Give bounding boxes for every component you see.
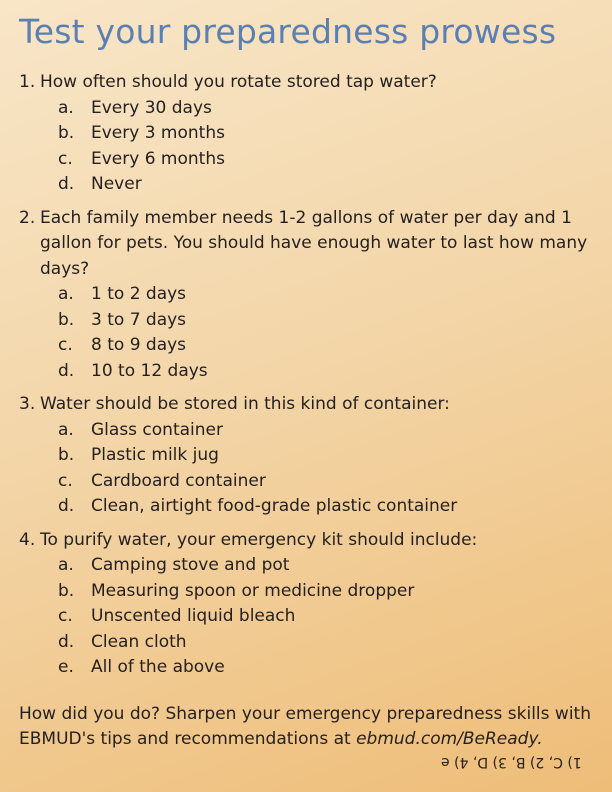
option-text: Camping stove and pot xyxy=(91,555,290,575)
option-text: Glass container xyxy=(91,419,223,440)
question-number: 1. xyxy=(19,72,36,92)
option-text: 1 to 2 days xyxy=(91,284,187,304)
answer-option xyxy=(19,579,599,605)
question-text-row xyxy=(19,206,599,283)
question-text: How often should you rotate stored tap water? xyxy=(40,72,437,92)
answer-options xyxy=(19,553,599,681)
option-letter: d. xyxy=(58,360,75,381)
answer-option xyxy=(19,96,599,122)
option-text: Measuring spoon or medicine dropper xyxy=(91,580,415,601)
option-text: Every 30 days xyxy=(91,97,212,118)
answer-option xyxy=(19,469,599,495)
option-letter: b. xyxy=(58,309,75,330)
option-letter: b. xyxy=(58,123,75,143)
answer-key: 1) C, 2) B, 3) D, 4) e xyxy=(441,754,582,770)
answer-option xyxy=(19,333,599,359)
option-letter: c. xyxy=(58,470,73,491)
answer-options xyxy=(19,282,599,384)
answer-option xyxy=(19,121,599,147)
page-title: Test your preparedness prowess xyxy=(19,12,557,51)
option-text: Cardboard container xyxy=(91,470,266,491)
option-letter: b. xyxy=(58,580,75,601)
option-letter: d. xyxy=(58,631,75,652)
option-text: 10 to 12 days xyxy=(91,360,208,381)
option-text: Unscented liquid bleach xyxy=(91,606,296,626)
answer-options xyxy=(19,418,599,520)
option-text: Every 6 months xyxy=(91,148,225,169)
option-letter: b. xyxy=(58,445,75,465)
question-text: Water should be stored in this kind of container: xyxy=(40,394,450,414)
option-letter: c. xyxy=(58,335,73,355)
answer-option xyxy=(19,443,599,469)
option-letter: e. xyxy=(58,657,74,677)
answer-option xyxy=(19,630,599,656)
answer-option xyxy=(19,604,599,630)
question-text-row xyxy=(19,392,599,418)
option-letter: a. xyxy=(58,97,74,118)
question-text-row xyxy=(19,528,599,554)
question-number: 2. xyxy=(19,207,36,228)
answer-option xyxy=(19,418,599,444)
answer-option xyxy=(19,282,599,308)
question-1 xyxy=(19,70,599,198)
option-letter: a. xyxy=(58,419,74,440)
question-number: 3. xyxy=(19,394,36,414)
option-letter: c. xyxy=(58,606,73,626)
question-text: Each family member needs 1-2 gallons of water per day and 1 gallon for pets. You should have enough water to last how many days? xyxy=(40,207,588,279)
answer-option xyxy=(19,553,599,579)
footer-link[interactable]: ebmud.com/BeReady. xyxy=(356,729,543,749)
answer-option xyxy=(19,494,599,520)
question-2 xyxy=(19,206,599,385)
option-letter: d. xyxy=(58,496,75,516)
question-text-row xyxy=(19,70,599,96)
answer-option xyxy=(19,359,599,385)
option-text: 8 to 9 days xyxy=(91,335,187,355)
footer-text xyxy=(19,702,604,752)
question-3 xyxy=(19,392,599,520)
option-letter: a. xyxy=(58,555,74,575)
option-text: All of the above xyxy=(91,657,225,677)
option-text: Clean, airtight food-grade plastic container xyxy=(91,496,458,516)
answer-option xyxy=(19,147,599,173)
question-4 xyxy=(19,528,599,681)
option-letter: a. xyxy=(58,284,74,304)
option-letter: d. xyxy=(58,174,75,194)
answer-option xyxy=(19,308,599,334)
footer-message: How did you do? Sharpen your emergency preparedness skills with EBMUD's tips and recommendations at xyxy=(19,704,591,749)
quiz-list xyxy=(19,70,599,689)
answer-option xyxy=(19,172,599,198)
option-letter: c. xyxy=(58,148,73,169)
question-number: 4. xyxy=(19,529,36,550)
option-text: Every 3 months xyxy=(91,123,225,143)
answer-option xyxy=(19,655,599,681)
answer-options xyxy=(19,96,599,198)
option-text: 3 to 7 days xyxy=(91,309,187,330)
question-text: To purify water, your emergency kit should include: xyxy=(40,529,478,550)
option-text: Never xyxy=(91,174,142,194)
option-text: Clean cloth xyxy=(91,631,187,652)
option-text: Plastic milk jug xyxy=(91,445,219,465)
